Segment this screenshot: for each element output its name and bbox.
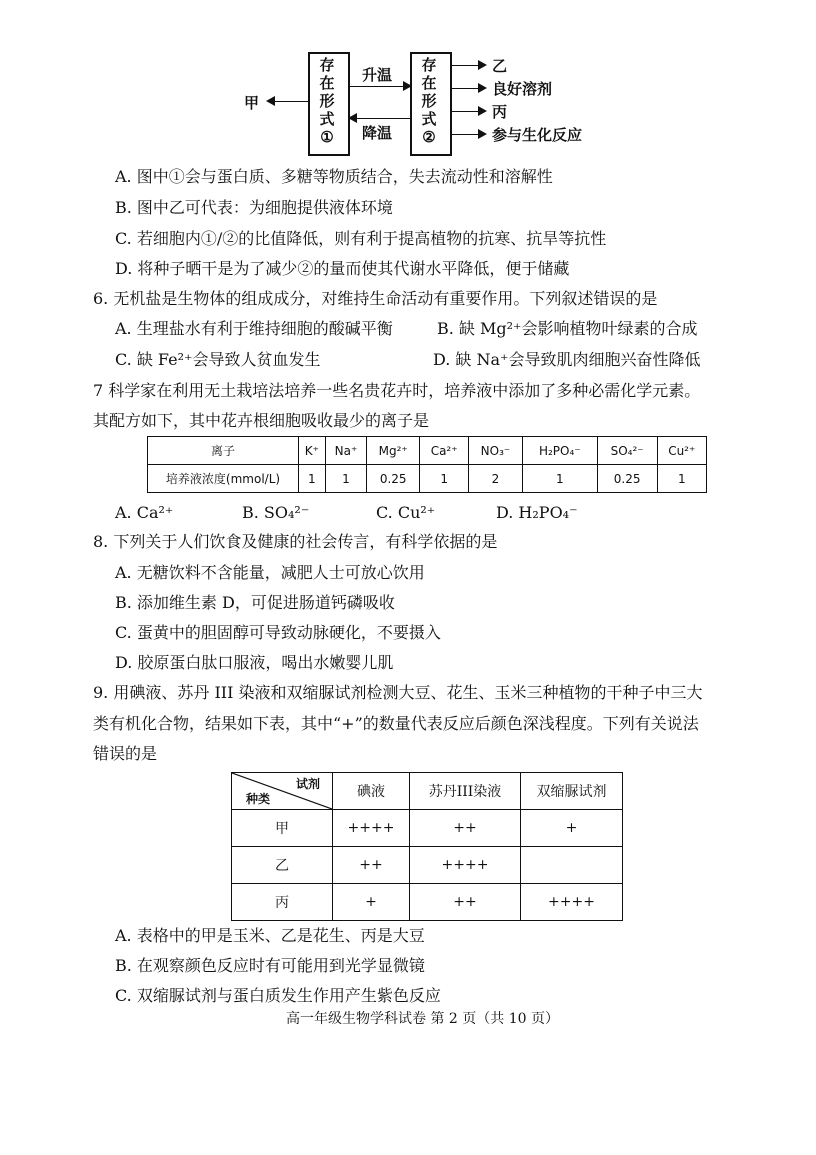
table-row	[232, 884, 623, 921]
form-1-label: 存 在 形 式 ①	[319, 56, 335, 146]
table-header-cell: 碘液	[333, 773, 410, 810]
label-heat: 升温	[362, 66, 393, 84]
arrowhead-bing	[478, 106, 487, 116]
table-cell: 2	[469, 465, 523, 493]
label-cool: 降温	[362, 124, 393, 142]
q9-option-a: A. 表格中的甲是玉米、乙是花生、丙是大豆	[115, 926, 425, 945]
q5-option-b: B. 图中乙可代表：为细胞提供液体环境	[115, 198, 393, 217]
table-header-cell: SO₄²⁻	[597, 437, 657, 465]
arrowhead-yi	[478, 60, 487, 70]
arrowhead-left-cool	[348, 113, 357, 123]
table-header-cell: NO₃⁻	[469, 437, 523, 465]
arrow-heat	[348, 86, 406, 87]
q7-option-a: A. Ca²⁺	[115, 503, 174, 522]
ion-concentration-table	[147, 436, 707, 493]
table-header-cell: 双缩脲试剂	[521, 773, 623, 810]
q8-option-b: B. 添加维生素 D，可促进肠道钙磷吸收	[115, 593, 395, 612]
q8-option-d: D. 胶原蛋白肽口服液，喝出水嫩婴儿肌	[115, 653, 394, 672]
arrowhead-right-heat	[403, 81, 412, 91]
output-solvent: 良好溶剂	[492, 80, 553, 98]
table-cell: +	[333, 884, 410, 921]
table-header-row	[148, 437, 707, 465]
table-cell: ++++	[333, 810, 410, 847]
table-corner-cell	[232, 773, 333, 810]
q6-option-d: D. 缺 Na⁺会导致肌肉细胞兴奋性降低	[433, 350, 701, 369]
q5-option-a: A. 图中①会与蛋白质、多糖等物质结合，失去流动性和溶解性	[115, 167, 553, 186]
reagent-test-table	[231, 772, 623, 921]
q7-option-b: B. SO₄²⁻	[242, 503, 310, 522]
q6-option-b: B. 缺 Mg²⁺会影响植物叶绿素的合成	[437, 319, 698, 338]
arrow-bing	[450, 111, 480, 112]
table-header-cell: K⁺	[299, 437, 326, 465]
table-cell: 1	[420, 465, 469, 493]
q6-stem: 6. 无机盐是生物体的组成成分，对维持生命活动有重要作用。下列叙述错误的是	[93, 289, 658, 308]
table-header-cell: 苏丹III染液	[410, 773, 521, 810]
table-cell: 0.25	[597, 465, 657, 493]
q7-option-c: C. Cu²⁺	[376, 503, 436, 522]
output-yi: 乙	[492, 57, 508, 75]
arrowhead-solvent	[478, 83, 487, 93]
output-reaction: 参与生化反应	[492, 126, 583, 144]
table-cell: ++	[410, 884, 521, 921]
q7-stem-2: 其配方如下，其中花卉根细胞吸收最少的离子是	[93, 411, 430, 430]
arrow-solvent	[450, 88, 480, 89]
output-jia: 甲	[244, 94, 260, 112]
form-2-label: 存 在 形 式 ②	[421, 56, 437, 146]
table-cell: ++	[333, 847, 410, 884]
table-cell: 丙	[232, 884, 333, 921]
table-header-cell: H₂PO₄⁻	[522, 437, 597, 465]
q6-option-c: C. 缺 Fe²⁺会导致人贫血发生	[115, 350, 321, 369]
table-cell: +	[521, 810, 623, 847]
q6-option-a: A. 生理盐水有利于维持细胞的酸碱平衡	[115, 319, 393, 338]
q8-stem: 8. 下列关于人们饮食及健康的社会传言，有科学依据的是	[93, 532, 498, 551]
q8-option-a: A. 无糖饮料不含能量，减肥人士可放心饮用	[115, 563, 425, 582]
table-header-row	[232, 773, 623, 810]
table-header-cell: Mg²⁺	[367, 437, 420, 465]
arrow-yi	[450, 65, 480, 66]
table-cell: 1	[299, 465, 326, 493]
q9-stem-1: 9. 用碘液、苏丹 III 染液和双缩脲试剂检测大豆、花生、玉米三种植物的干种子中三大	[93, 683, 703, 702]
table-cell: ++	[410, 810, 521, 847]
table-cell: 乙	[232, 847, 333, 884]
q9-stem-2: 类有机化合物，结果如下表，其中“+”的数量代表反应后颜色深浅程度。下列有关说法	[93, 714, 699, 733]
q9-option-c: C. 双缩脲试剂与蛋白质发生作用产生紫色反应	[115, 986, 441, 1005]
table-cell	[521, 847, 623, 884]
table-row	[148, 465, 707, 493]
arrowhead-left	[266, 96, 275, 106]
q9-option-b: B. 在观察颜色反应时有可能用到光学显微镜	[115, 956, 425, 975]
table-header-cell: Na⁺	[325, 437, 367, 465]
table-cell: ++++	[521, 884, 623, 921]
table-header-cell: Cu²⁺	[657, 437, 706, 465]
output-bing: 丙	[492, 103, 508, 121]
table-cell: 1	[522, 465, 597, 493]
table-cell: 0.25	[367, 465, 420, 493]
table-cell: 培养液浓度(mmol/L)	[148, 465, 299, 493]
q7-stem-1: 7 科学家在利用无土栽培法培养一些名贵花卉时，培养液中添加了多种必需化学元素。	[93, 381, 701, 400]
table-header-cell: Ca²⁺	[420, 437, 469, 465]
table-header-cell: 离子	[148, 437, 299, 465]
arrow-cool	[352, 118, 410, 119]
table-cell: 1	[657, 465, 706, 493]
q5-option-d: D. 将种子晒干是为了减少②的量而使其代谢水平降低，便于储藏	[115, 259, 570, 278]
q5-option-c: C. 若细胞内①/②的比值降低，则有利于提高植物的抗寒、抗旱等抗性	[115, 229, 607, 248]
table-row	[232, 847, 623, 884]
q9-stem-3: 错误的是	[93, 744, 158, 763]
table-cell: 1	[325, 465, 367, 493]
table-row	[232, 810, 623, 847]
arrow-reaction	[450, 134, 480, 135]
q7-option-d: D. H₂PO₄⁻	[496, 503, 578, 522]
corner-top-label: 试剂	[295, 777, 320, 791]
arrowhead-reaction	[478, 129, 487, 139]
page-footer: 高一年级生物学科试卷 第 2 页（共 10 页）	[286, 1011, 559, 1027]
q8-option-c: C. 蛋黄中的胆固醇可导致动脉硬化，不要摄入	[115, 623, 441, 642]
table-cell: 甲	[232, 810, 333, 847]
corner-bottom-label: 种类	[246, 792, 271, 806]
table-cell: ++++	[410, 847, 521, 884]
